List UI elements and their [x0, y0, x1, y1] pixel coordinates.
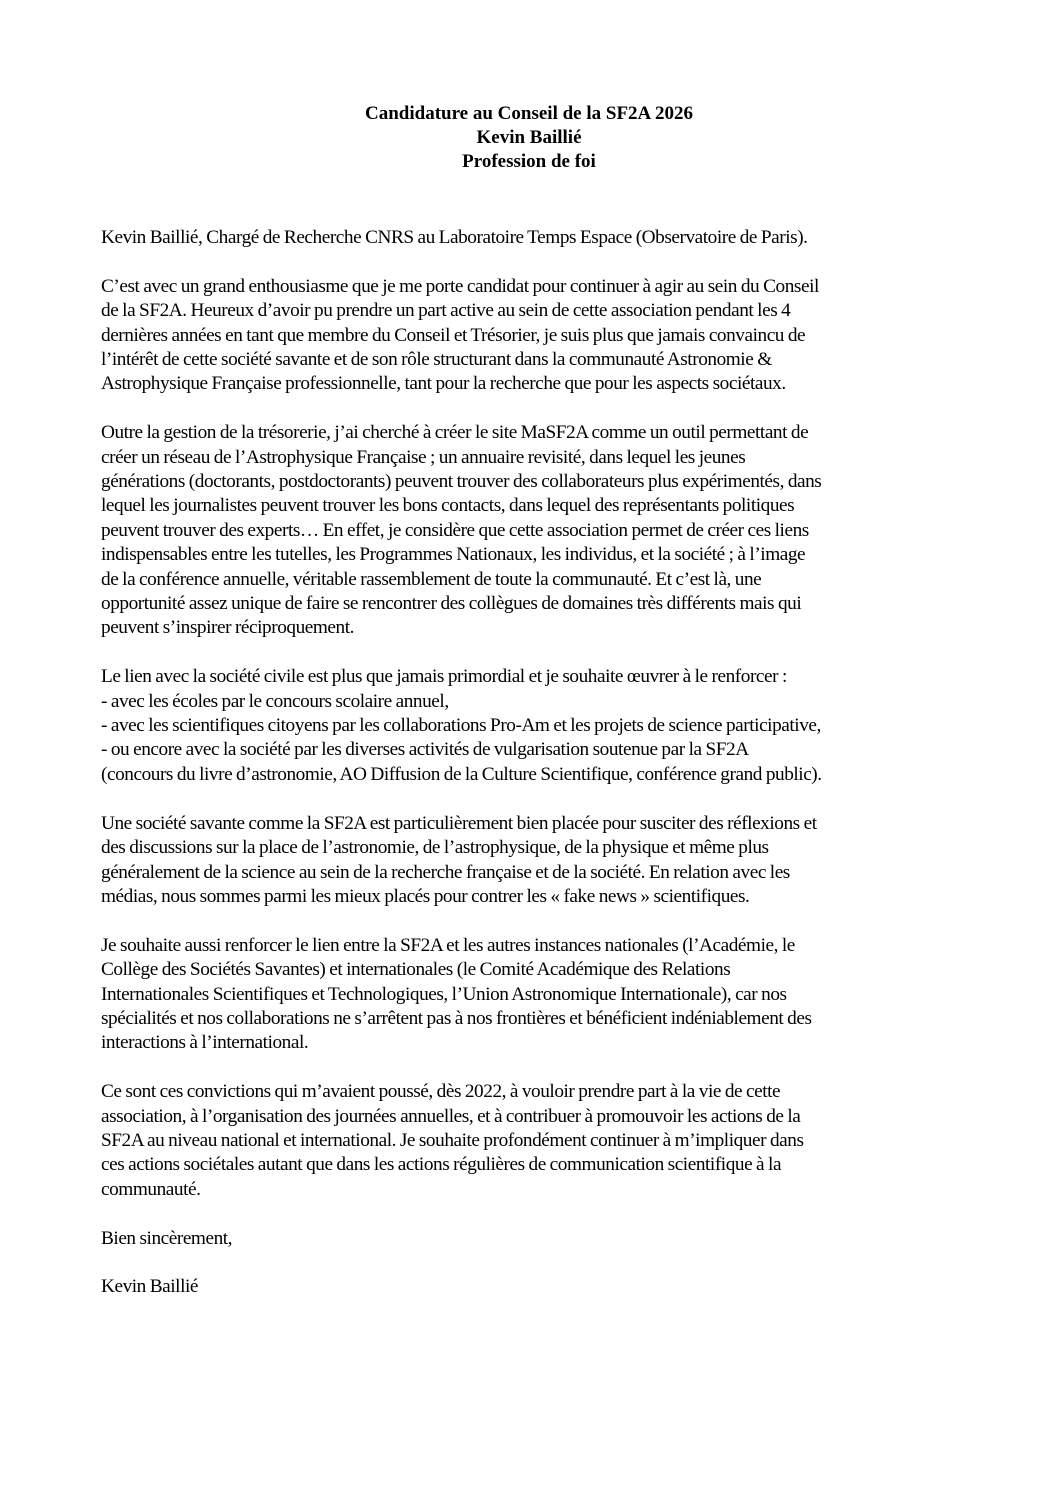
text-line: opportunité assez unique de faire se rencontrer des collègues de domaines très différents mais qui: [101, 593, 802, 615]
text-line: Une société savante comme la SF2A est particulièrement bien placée pour susciter des réflexions et: [101, 812, 817, 834]
text-line: Le lien avec la société civile est plus que jamais primordial et je souhaite œuvrer à le renforcer :: [101, 666, 787, 688]
paragraph-masf2a: [101, 421, 971, 641]
text-line: SF2A au niveau national et international. Je souhaite profondément continuer à m’impliquer dans: [101, 1129, 804, 1151]
text-line: Kevin Baillié, Chargé de Recherche CNRS au Laboratoire Temps Espace (Observatoire de Paris).: [101, 227, 808, 248]
paragraph-civil-society: [101, 665, 971, 787]
text-line: Astrophysique Française professionnelle, tant pour la recherche que pour les aspects sociétaux.: [101, 373, 786, 395]
list-item: - ou encore avec la société par les diverses activités de vulgarisation soutenue par la SF2A: [101, 739, 749, 761]
text-line: de la SF2A. Heureux d’avoir pu prendre un part active au sein de cette association pendant les 4: [101, 300, 791, 322]
text-line: médias, nous sommes parmi les mieux placés pour contrer les « fake news » scientifiques.: [101, 885, 750, 907]
text-line: spécialités et nos collaborations ne s’arrêtent pas à nos frontières et bénéficient indéniablement des: [101, 1007, 812, 1029]
text-line: ces actions sociétales autant que dans les actions régulières de communication scientifique à la: [101, 1154, 782, 1176]
text-line: lequel les journalistes peuvent trouver les bons contacts, dans lequel des représentants politiques: [101, 495, 795, 517]
candidate-name: Kevin Baillié: [476, 127, 582, 148]
document-header: [0, 102, 1058, 174]
paragraph-reflection: [101, 812, 971, 910]
text-line: Ce sont ces convictions qui m’avaient poussé, dès 2022, à vouloir prendre part à la vie de cette: [101, 1081, 781, 1103]
paragraph-motivation: [101, 275, 971, 397]
text-line: Collège des Sociétés Savantes) et internationales (le Comité Académique des Relations: [101, 959, 731, 981]
text-line: créer un réseau de l’Astrophysique Française ; un annuaire revisité, dans lequel les jeunes: [101, 446, 746, 468]
text-line: générations (doctorants, postdoctorants) peuvent trouver des collaborateurs plus expérimentés, dans: [101, 471, 822, 493]
intro-paragraph: [101, 226, 971, 250]
signature: [101, 1275, 971, 1299]
text-line: peuvent trouver des experts… En effet, je considère que cette association permet de créer ces liens: [101, 519, 809, 541]
text-line: interactions à l’international.: [101, 1032, 309, 1054]
paragraph-convictions: [101, 1080, 971, 1202]
text-line: (concours du livre d’astronomie, AO Diffusion de la Culture Scientifique, conférence grand public).: [101, 763, 822, 785]
text-line: peuvent s’inspirer réciproquement.: [101, 617, 355, 639]
closing: [101, 1227, 971, 1251]
text-line: dernières années en tant que membre du Conseil et Trésorier, je suis plus que jamais convaincu de: [101, 324, 806, 346]
list-item: - avec les écoles par le concours scolaire annuel,: [101, 690, 449, 712]
text-line: Outre la gestion de la trésorerie, j’ai cherché à créer le site MaSF2A comme un outil permettant de: [101, 422, 809, 444]
paragraph-institutions: [101, 934, 971, 1056]
text-line: Internationales Scientifiques et Technologiques, l’Union Astronomique Internationale), car nos: [101, 983, 787, 1005]
text-line: Je souhaite aussi renforcer le lien entre la SF2A et les autres instances nationales (l’Académie, le: [101, 934, 795, 956]
document-body: [101, 226, 971, 1324]
signature-name: Kevin Baillié: [101, 1276, 198, 1298]
text-line: généralement de la science au sein de la recherche française et de la société. En relation avec les: [101, 861, 790, 883]
text-line: C’est avec un grand enthousiasme que je me porte candidat pour continuer à agir au sein du Conseil: [101, 275, 819, 297]
text-line: des discussions sur la place de l’astronomie, de l’astrophysique, de la physique et même plus: [101, 837, 769, 859]
text-line: de la conférence annuelle, véritable rassemblement de toute la communauté. Et c’est là, une: [101, 568, 762, 590]
text-line: communauté.: [101, 1178, 201, 1200]
list-item: - avec les scientifiques citoyens par les collaborations Pro-Am et les projets de science participative,: [101, 715, 821, 737]
closing-text: Bien sincèrement,: [101, 1227, 233, 1249]
text-line: association, à l’organisation des journées annuelles, et à contribuer à promouvoir les actions de la: [101, 1105, 801, 1127]
text-line: indispensables entre les tutelles, les Programmes Nationaux, les individus, et la société ; à l’image: [101, 544, 806, 566]
document-subtitle: Profession de foi: [462, 151, 596, 172]
text-line: l’intérêt de cette société savante et de son rôle structurant dans la communauté Astronomie &: [101, 349, 772, 371]
document-title: Candidature au Conseil de la SF2A 2026: [365, 103, 693, 124]
